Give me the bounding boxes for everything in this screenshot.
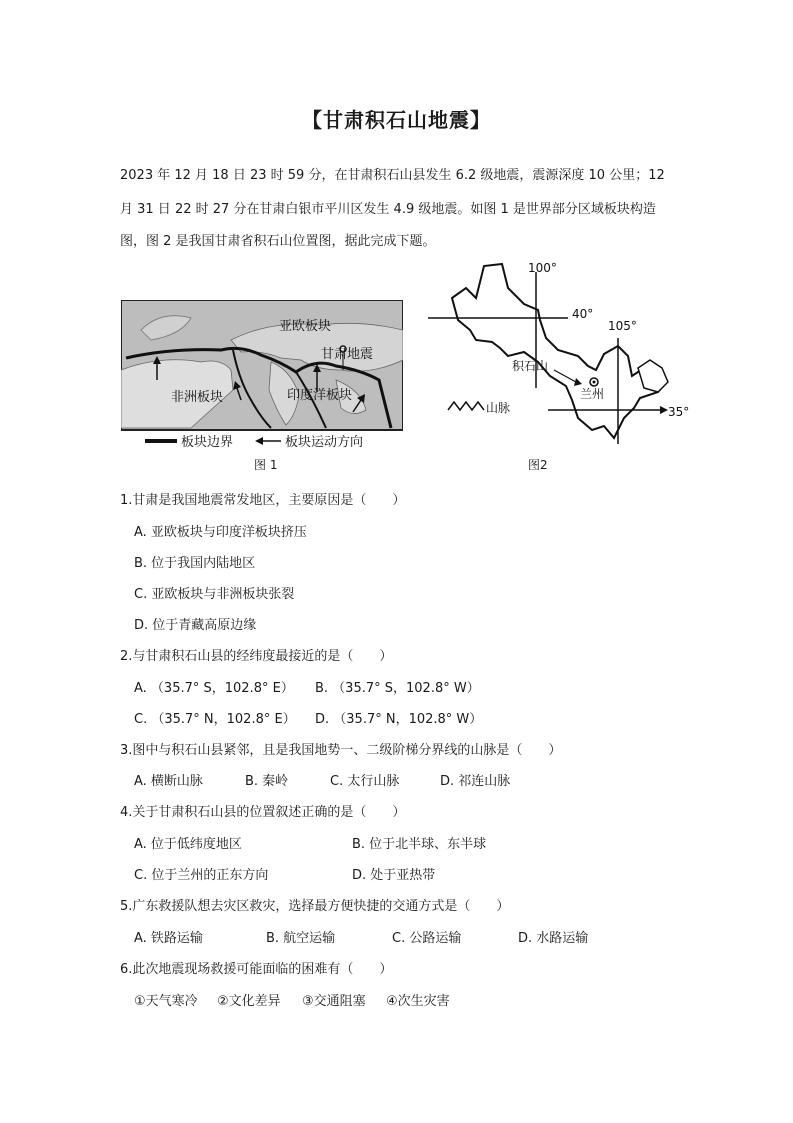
question-3-stem: 3.图中与积石山县紧邻，且是我国地势一、二级阶梯分界线的山脉是（ ） [120, 743, 562, 758]
q1-option-c: C. 亚欧板块与非洲板块张裂 [134, 587, 295, 602]
label-eurasian-plate: 亚欧板块 [279, 319, 332, 334]
q3-option-d: D. 祁连山脉 [440, 774, 511, 789]
q3-option-a: A. 横断山脉 [134, 774, 203, 789]
legend-direction-label: 板块运动方向 [285, 435, 364, 450]
question-1-stem: 1.甘肃是我国地震常发地区，主要原因是（ ） [120, 493, 406, 508]
question-6-stem: 6.此次地震现场救援可能面临的困难有（ ） [120, 962, 393, 977]
label-indian-plate: 印度洋板块 [287, 388, 353, 403]
intro-line-2: 月 31 日 22 时 27 分在甘肃白银市平川区发生 4.9 级地震。如图 1 是世界部分区域板块构造 [120, 202, 656, 217]
q1-option-d: D. 位于青藏高原边缘 [134, 618, 257, 633]
q4-option-d: D. 处于亚热带 [352, 868, 436, 883]
q4-option-b: B. 位于北半球、东半球 [352, 837, 487, 852]
q2-option-b: B. （35.7° S，102.8° W） [315, 681, 480, 696]
mountain-icon [448, 402, 484, 410]
label-lon-105: 105° [608, 319, 637, 333]
label-lon-100: 100° [528, 261, 557, 275]
q4-option-a: A. 位于低纬度地区 [134, 837, 242, 852]
q4-option-c: C. 位于兰州的正东方向 [134, 868, 269, 883]
label-lat-40: 40° [572, 307, 594, 321]
label-african-plate: 非洲板块 [171, 390, 224, 405]
q6-item-4: ④次生灾害 [386, 994, 450, 1009]
q6-item-2: ②文化差异 [217, 994, 281, 1009]
q1-option-a: A. 亚欧板块与印度洋板块挤压 [134, 525, 307, 540]
label-lat-35: 35° [668, 405, 690, 419]
figure-1-caption: 图 1 [254, 458, 278, 472]
q2-option-c: C. （35.7° N，102.8° E） [134, 712, 296, 727]
q5-option-b: B. 航空运输 [266, 931, 336, 946]
figure-2-gansu-map [428, 258, 696, 448]
question-2-stem: 2.与甘肃积石山县的经纬度最接近的是（ ） [120, 649, 393, 664]
q2-option-a: A. （35.7° S，102.8° E） [134, 681, 294, 696]
q2-option-d: D. （35.7° N，102.8° W） [315, 712, 483, 727]
plate-map-drawing [121, 300, 403, 452]
intro-line-3: 图，图 2 是我国甘肃省积石山位置图，据此完成下题。 [120, 234, 436, 249]
label-gansu-quake: 甘肃地震 [321, 347, 374, 362]
label-jishishan: 积石山 [512, 359, 549, 373]
figure-1-plate-map [121, 300, 403, 452]
q6-item-1: ①天气寒冷 [134, 994, 198, 1009]
q5-option-d: D. 水路运输 [518, 931, 589, 946]
q6-item-3: ③交通阻塞 [302, 994, 366, 1009]
question-5-stem: 5.广东救援队想去灾区救灾，选择最方便快捷的交通方式是（ ） [120, 899, 510, 914]
q5-option-a: A. 铁路运输 [134, 931, 203, 946]
q5-option-c: C. 公路运输 [392, 931, 462, 946]
intro-line-1: 2023 年 12 月 18 日 23 时 59 分，在甘肃积石山县发生 6.2 级地震，震源深度 10 公里；12 [120, 168, 665, 183]
question-4-stem: 4.关于甘肃积石山县的位置叙述正确的是（ ） [120, 805, 406, 820]
page-title: 【甘肃积石山地震】 [302, 108, 491, 132]
q1-option-b: B. 位于我国内陆地区 [134, 556, 256, 571]
q3-option-b: B. 秦岭 [245, 774, 289, 789]
figure-2-caption: 图2 [528, 458, 548, 472]
legend-boundary-label: 板块边界 [181, 435, 234, 450]
gansu-map-drawing [428, 258, 696, 448]
label-lanzhou: 兰州 [580, 387, 605, 401]
label-mountain: 山脉 [486, 401, 511, 415]
q3-option-c: C. 太行山脉 [330, 774, 400, 789]
